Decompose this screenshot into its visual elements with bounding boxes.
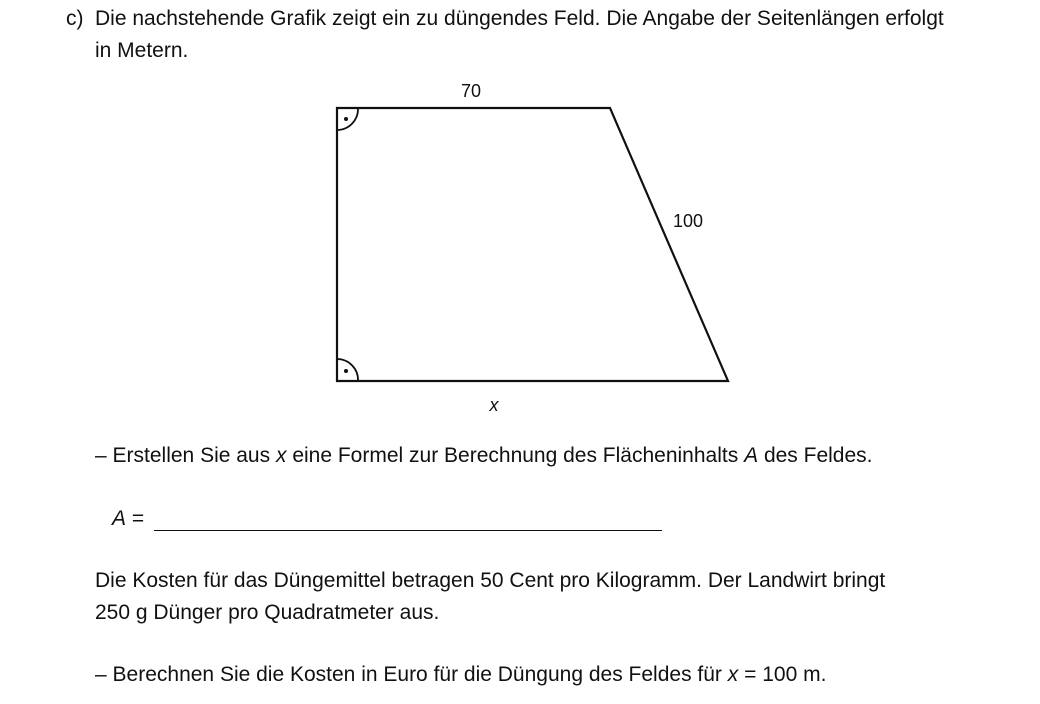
intro-text-line-1: Die nachstehende Grafik zeigt ein zu düngendes Feld. Die Angabe der Seitenlängen erfolgt: [95, 7, 944, 30]
right-angle-dot-top: [344, 117, 348, 121]
subtask-1-variable-a: A: [744, 444, 759, 467]
slanted-side-label: 100: [672, 211, 704, 231]
subtask-1-dash: –: [95, 444, 107, 467]
subtask-2-dash: –: [95, 663, 107, 686]
subtask-1-text-c: des Feldes.: [763, 444, 873, 467]
subtask-2-text-a: Berechnen Sie die Kosten in Euro für die Düngung des Feldes für: [112, 663, 722, 686]
cost-info-line-1: Die Kosten für das Düngemittel betragen 50 Cent pro Kilogramm. Der Landwirt bringt: [95, 569, 886, 592]
answer-equals-sign: =: [131, 507, 145, 530]
field-outline: [337, 108, 728, 381]
subtask-2-variable-x: x: [727, 663, 739, 686]
bottom-side-label: x: [489, 395, 499, 415]
answer-formula-row: [112, 506, 144, 532]
cost-info-line-2: 250 g Dünger pro Quadratmeter aus.: [95, 601, 440, 624]
subtask-2-text-b: = 100 m.: [744, 663, 827, 686]
subtask-1-text-b: eine Formel zur Berechnung des Flächeninhalts: [292, 444, 739, 467]
intro-text-line-2: in Metern.: [95, 39, 189, 62]
top-side-label: 70: [460, 81, 482, 101]
task-label: c): [66, 7, 84, 30]
right-angle-marker-bottom: [337, 359, 358, 381]
answer-variable: A: [112, 507, 127, 530]
right-angle-dot-bottom: [344, 369, 348, 373]
subtask-2-instruction: [95, 662, 826, 688]
subtask-1-text-a: Erstellen Sie aus: [112, 444, 271, 467]
subtask-1-instruction: [95, 443, 873, 469]
right-angle-marker-top: [337, 108, 358, 130]
answer-blank-line[interactable]: [154, 530, 662, 531]
subtask-1-variable-x: x: [275, 444, 287, 467]
